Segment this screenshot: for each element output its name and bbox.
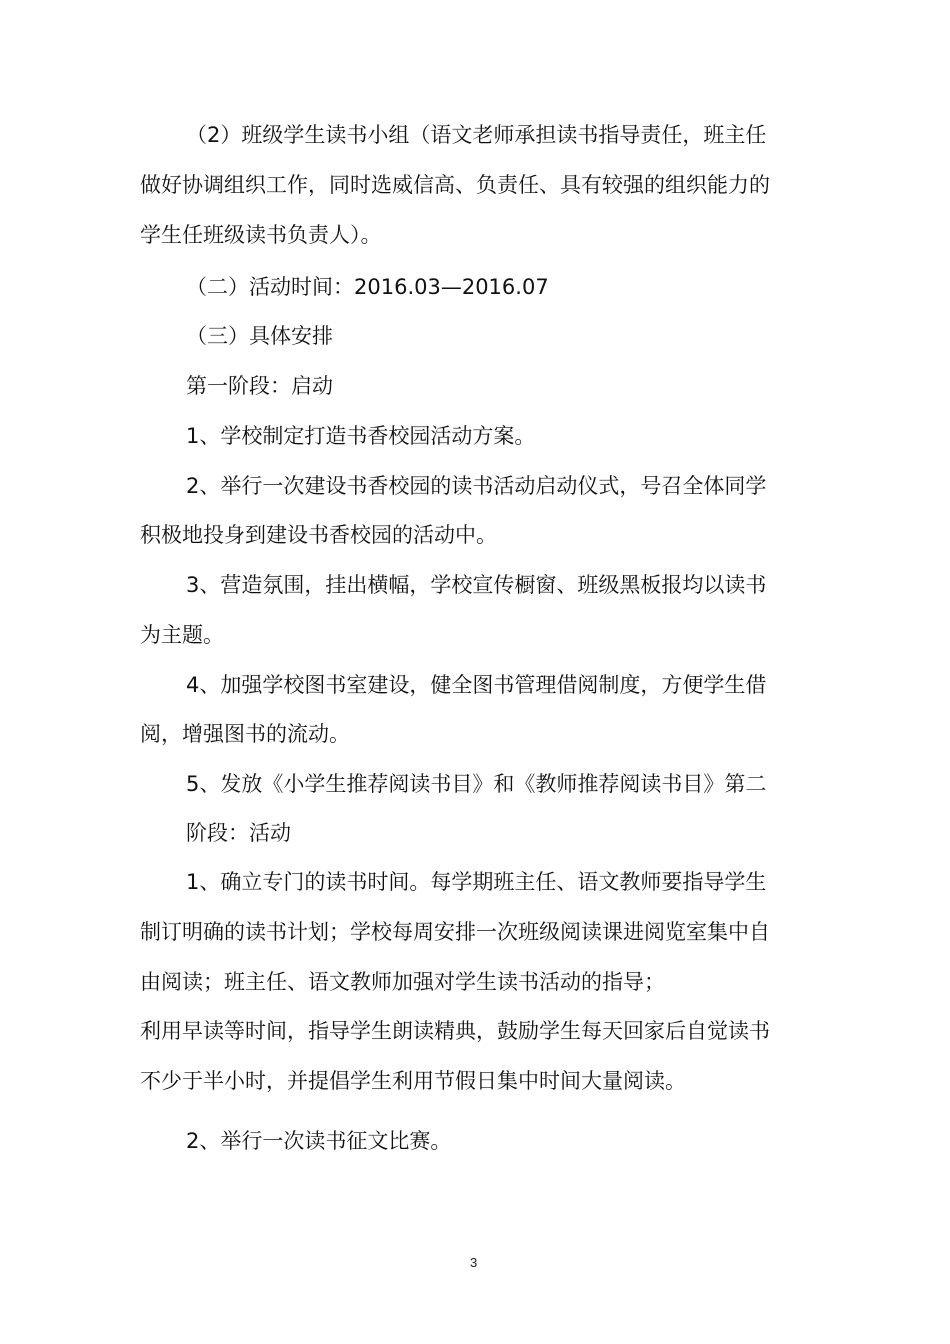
text-line: 5、发放《小学生推荐阅读书目》和《教师推荐阅读书目》第二 [186,772,767,796]
text-line: 不少于半小时，并提倡学生利用节假日集中时间大量阅读。 [140,1069,686,1093]
text-line: 利用早读等时间，指导学生朗读精典，鼓励学生每天回家后自觉读书 [140,1019,770,1043]
text-line: （三）具体安排 [186,324,333,348]
text-line: 2、举行一次建设书香校园的读书活动启动仪式，号召全体同学 [186,474,767,498]
text-line: 由阅读；班主任、语文教师加强对学生读书活动的指导； [140,970,665,994]
text-line: 1、确立专门的读书时间。每学期班主任、语文教师要指导学生 [186,870,767,894]
text-line: 制订明确的读书计划；学校每周安排一次班级阅读课进阅览室集中自 [140,920,770,944]
text-line: （2）班级学生读书小组（语文老师承担读书指导责任，班主任 [186,123,767,147]
text-line: 为主题。 [140,623,224,647]
text-line: 做好协调组织工作，同时选威信高、负责任、具有较强的组织能力的 [140,173,770,197]
text-line: 第一阶段：启动 [186,374,333,398]
text-line: 学生任班级读书负责人）。 [140,223,382,247]
text-line: 3、营造氛围，挂出横幅，学校宣传橱窗、班级黑板报均以读书 [186,573,767,597]
text-line: 1、学校制定打造书香校园活动方案。 [186,424,536,448]
text-line: 阅，增强图书的流动。 [140,722,350,746]
text-line: 4、加强学校图书室建设，健全图书管理借阅制度，方便学生借 [186,673,767,697]
text-line: 阶段：活动 [186,821,291,845]
text-line: 2、举行一次读书征文比赛。 [186,1129,452,1153]
text-line: 积极地投身到建设书香校园的活动中。 [140,523,497,547]
page-number: 3 [470,1255,478,1270]
text-line: （二）活动时间：2016.03—2016.07 [186,275,549,299]
